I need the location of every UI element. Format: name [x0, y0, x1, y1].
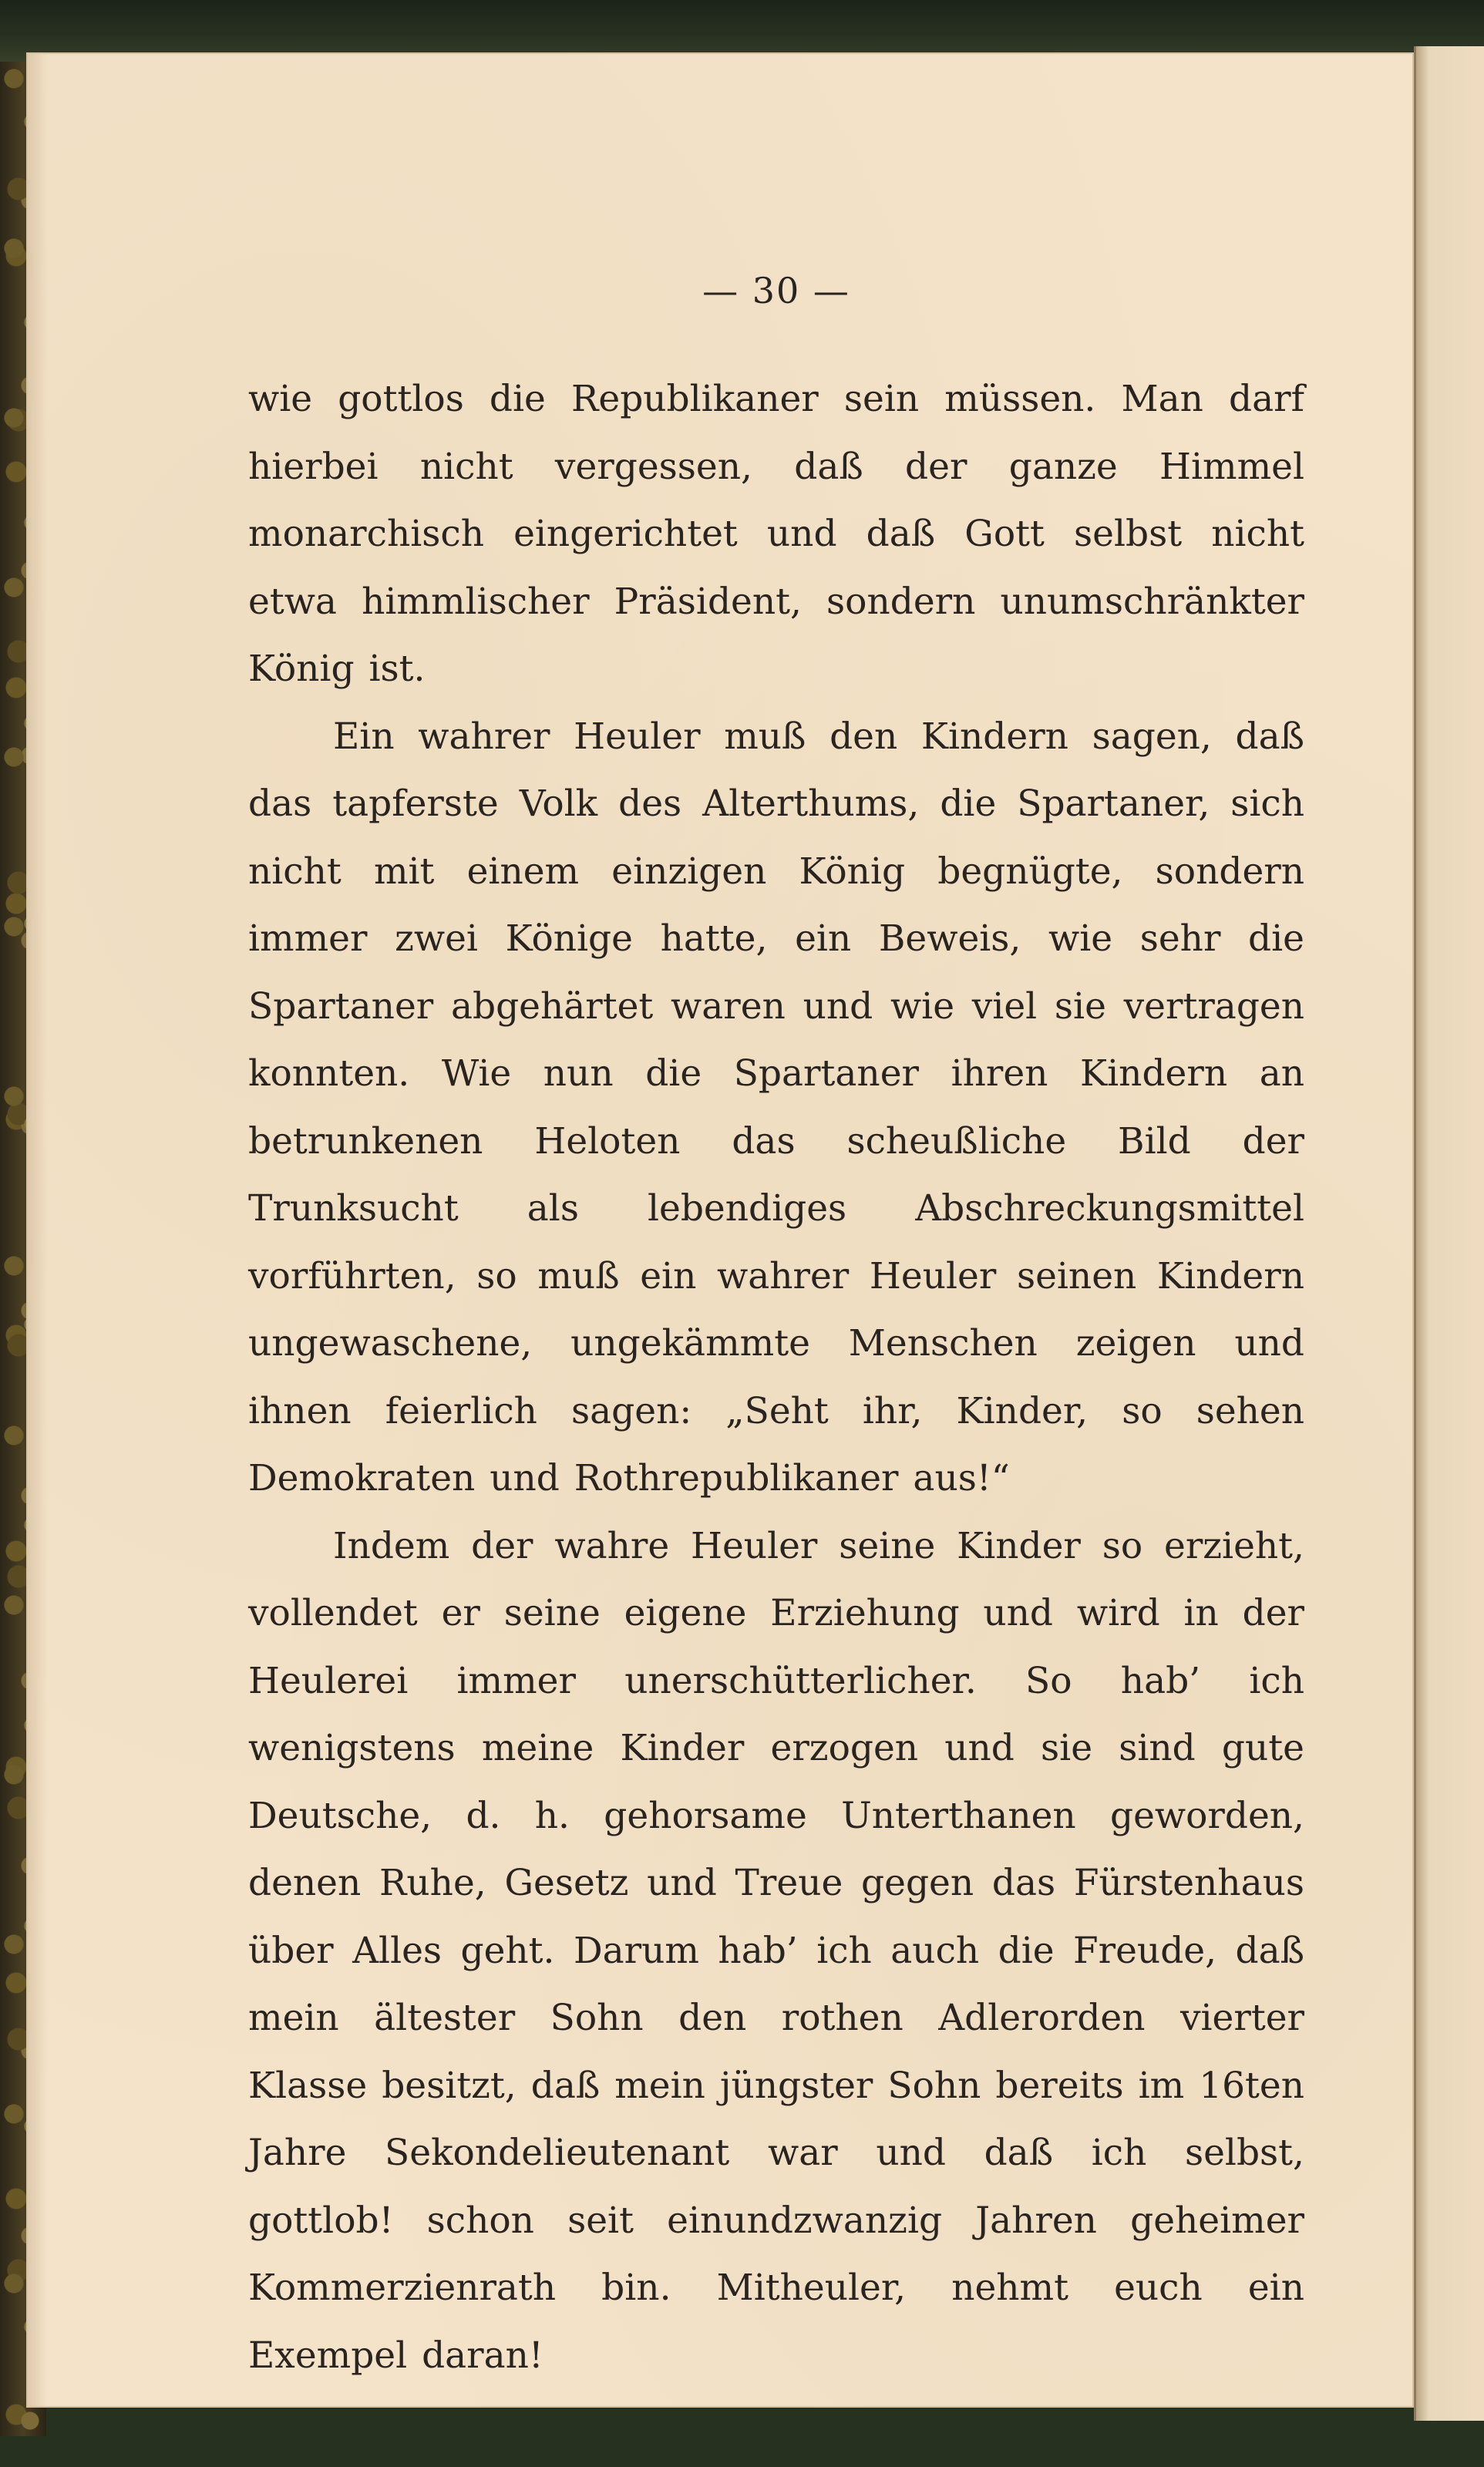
page-content: [248, 270, 1304, 2389]
paragraph-1: wie gottlos die Republikaner sein müssen. Man darf hierbei nicht vergessen, daß der ganze Himmel monarchisch eingerichtet und daß Gott selbst nicht etwa himmlischer Präsident, sondern unumschränkter König ist.: [248, 378, 1304, 690]
adjacent-page-edge: [1414, 46, 1484, 2421]
paragraph-2: Ein wahrer Heuler muß den Kindern sagen, daß das tapferste Volk des Alterthums, die Spartaner, sich nicht mit einem einzigen König begnügte, sondern immer zwei Könige hatte, ein Beweis, wie sehr die Spartaner abgehärtet waren und wie viel sie vertragen konnten. Wie nun die Spartaner ihren Kindern an betrunkenen Heloten das scheußliche Bild der Trunksucht als lebendiges Abschreckungsmittel vorführten, so muß ein wahrer Heuler seinen Kindern ungewaschene, ungekämmte Menschen zeigen und ihnen feierlich sagen: „Seht ihr, Kinder, so sehen Demokraten und Rothrepublikaner aus!“: [248, 715, 1304, 1499]
page-number: — 30 —: [702, 270, 850, 311]
paragraph-3: Indem der wahre Heuler seine Kinder so erzieht, vollendet er seine eigene Erziehung und wird in der Heulerei immer unerschütterlicher. So hab’ ich wenigstens meine Kinder erzogen und sie sind gute Deutsche, d. h. gehorsame Unterthanen geworden, denen Ruhe, Gesetz und Treue gegen das Fürstenhaus über Alles geht. Darum hab’ ich auch die Freude, daß mein ältester Sohn den rothen Adlerorden vierter Klasse besitzt, daß mein jüngster Sohn bereits im 16ten Jahre Sekondelieutenant war und daß ich selbst, gottlob! schon seit einundzwanzig Jahren geheimer Kommerzienrath bin. Mitheuler, nehmt euch ein Exempel daran!: [248, 1524, 1304, 2377]
